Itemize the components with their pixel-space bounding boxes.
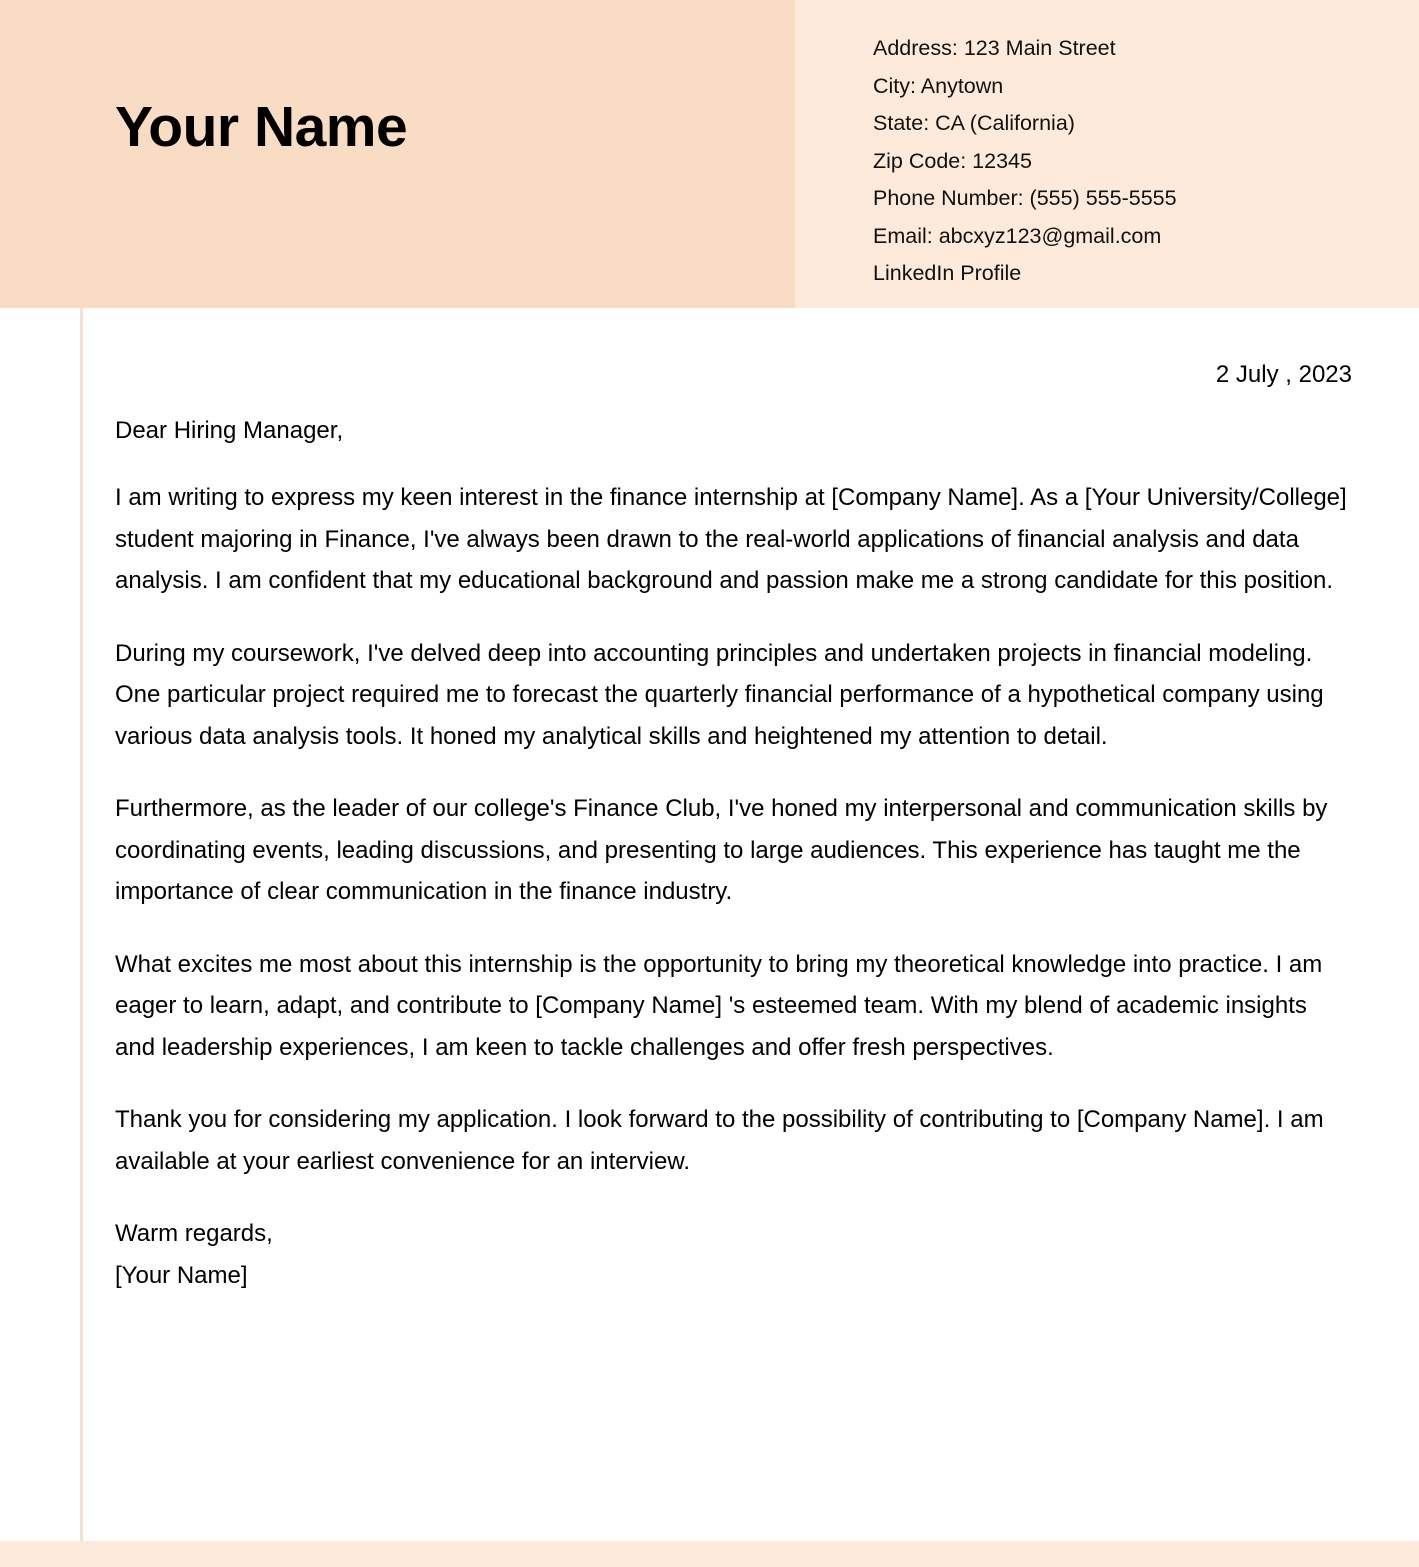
contact-line-state: State: CA (California)	[873, 111, 1075, 135]
footer-bar	[0, 1541, 1419, 1567]
letter-closing: Warm regards,	[115, 1220, 273, 1247]
letter-paragraph-5: Thank you for considering my application. I look forward to the possibility of contributing to [Company Name]. I am available at your earliest convenience for an interview.	[115, 1106, 1324, 1175]
contact-line-phone: Phone Number: (555) 555-5555	[873, 186, 1177, 210]
letter-paragraph-4: What excites me most about this internship is the opportunity to bring my theoretical knowledge into practice. I am eager to learn, adapt, and contribute to [Company Name] 's esteemed team. With my blend of academic insights and leadership experiences, I am keen to tackle challenges and offer fresh perspectives.	[115, 950, 1323, 1061]
letter-salutation: Dear Hiring Manager,	[115, 417, 344, 444]
letter-signoff	[115, 1213, 1352, 1296]
letter-date: 2 July , 2023	[1215, 361, 1352, 388]
contact-line-address: Address: 123 Main Street	[873, 36, 1116, 60]
letter-paragraph-3: Furthermore, as the leader of our college's Finance Club, I've honed my interpersonal and communication skills by coordinating events, leading discussions, and presenting to large audiences. This experience has taught me the importance of clear communication in the finance industry.	[115, 795, 1328, 905]
contact-line-email: Email: abcxyz123@gmail.com	[873, 223, 1162, 248]
letter-body	[115, 308, 1352, 1296]
letter-paragraph-1: I am writing to express my keen interest in the finance internship at [Company Name]. As a [Your University/College] student majoring in Finance, I've always been drawn to the real-world applications of financial analysis and data analysis. I am confident that my educational background and passion make me a strong candidate for this position.	[115, 484, 1347, 594]
contact-line-city: City: Anytown	[873, 73, 1004, 98]
contact-line-zip: Zip Code: 12345	[873, 148, 1032, 173]
letter-paragraph-2: During my coursework, I've delved deep into accounting principles and undertaken projects in financial modeling. One particular project required me to forecast the quarterly financial performance of a hypothetical company using various data analysis tools. It honed my analytical skills and heightened my attention to detail.	[115, 639, 1324, 750]
page-title: Your Name	[115, 95, 408, 159]
letterhead-name-panel	[0, 0, 795, 308]
contact-info-list	[873, 30, 1393, 293]
vertical-divider	[80, 308, 83, 1541]
letter-signature: [Your Name]	[115, 1261, 248, 1289]
contact-line-linkedin[interactable]: LinkedIn Profile	[873, 261, 1022, 285]
letterhead	[0, 0, 1419, 308]
letterhead-contact-panel	[795, 0, 1419, 308]
